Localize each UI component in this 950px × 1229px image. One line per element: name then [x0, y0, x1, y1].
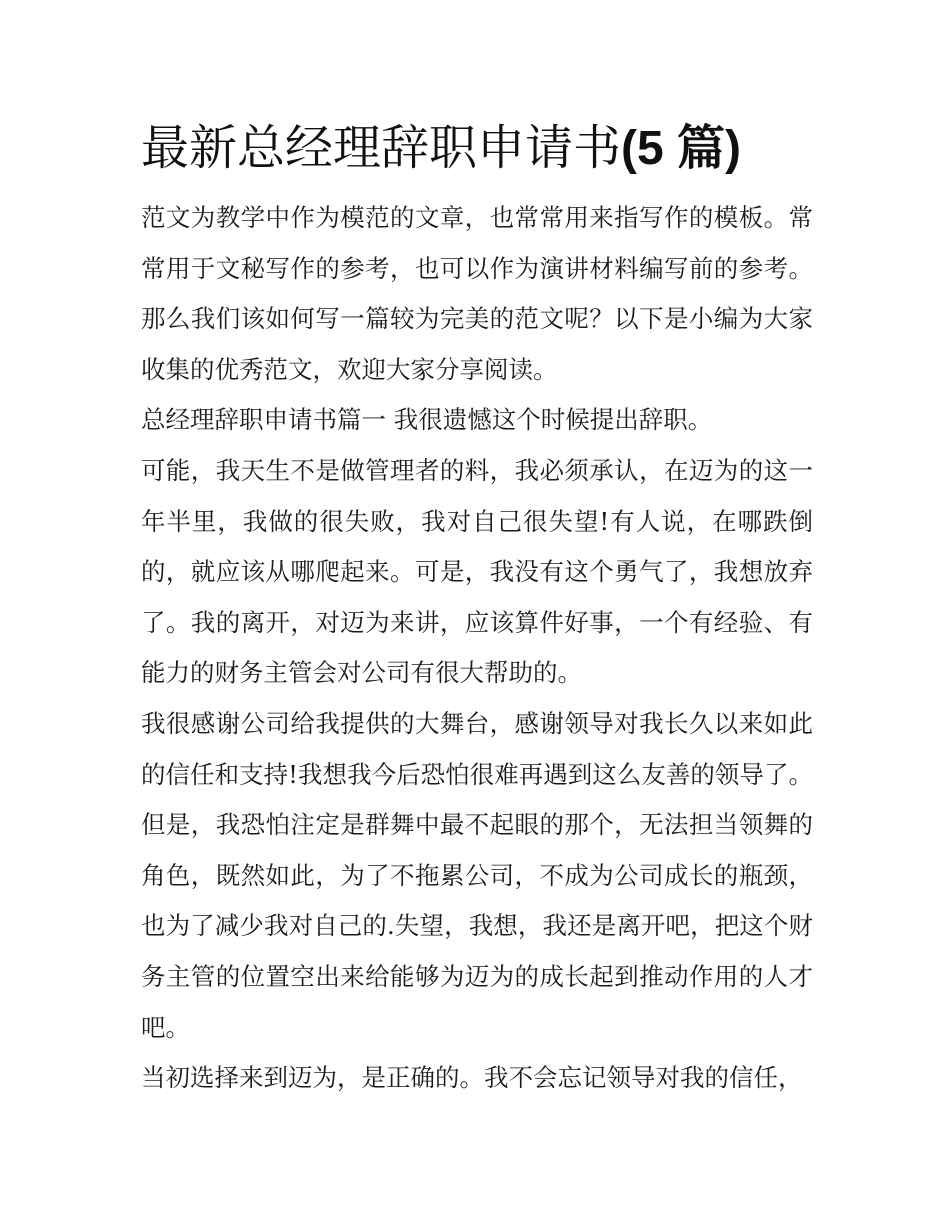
paragraph-body-3: 当初选择来到迈为，是正确的。我不会忘记领导对我的信任， [141, 1063, 803, 1093]
document-body [141, 114, 813, 1104]
paragraph-intro: 范文为教学中作为模范的文章，也常常用来指写作的模板。常常用于文秘写作的参考，也可以作为演讲材料编写前的参考。那么我们该如何写一篇较为完美的范文呢？以下是小编为大家收集的优秀范文，欢迎大家分享阅读。 [141, 203, 813, 384]
paragraph-body-2: 我很感谢公司给我提供的大舞台，感谢领导对我长久以来如此的信任和支持!我想我今后恐怕很难再遇到这么友善的领导了。但是，我恐怕注定是群舞中最不起眼的那个，无法担当领舞的角色，既然如此，为了不拖累公司，不成为公司成长的瓶颈，也为了减少我对自己的.失望，我想，我还是离开吧，把这个财务主管的位置空出来给能够为迈为的成长起到推动作用的人才吧。 [141, 708, 813, 1042]
document-title-main: 最新总经理辞职申请书 [141, 120, 622, 176]
paragraph-section-heading: 总经理辞职申请书篇一 我很遗憾这个时候提出辞职。 [141, 405, 713, 435]
document-title-suffix: (5 篇) [621, 122, 742, 175]
paragraph-body-1: 可能，我天生不是做管理者的料，我必须承认，在迈为的这一年半里，我做的很失败，我对自己很失望!有人说，在哪跌倒的，就应该从哪爬起来。可是，我没有这个勇气了，我想放弃了。我的离开，对迈为来讲，应该算件好事，一个有经验、有能力的财务主管会对公司有很大帮助的。 [141, 455, 813, 688]
document-title [141, 114, 813, 183]
